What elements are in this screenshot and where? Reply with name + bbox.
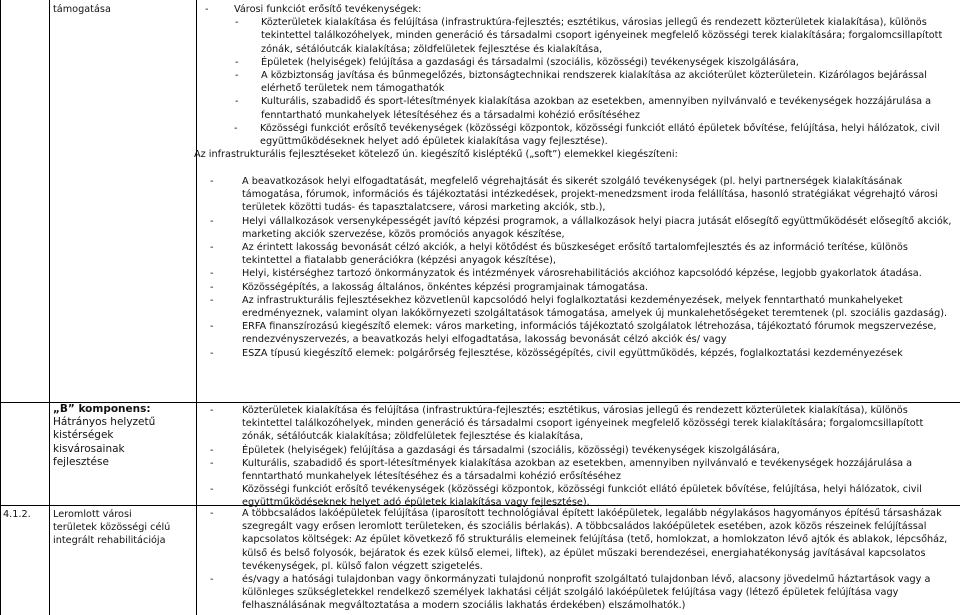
b-component-title: „B” komponens: [53,403,151,415]
left-cell-b [53,403,193,469]
list-item: - Kulturális, szabadidő és sport-létesítmények kialakítása azokban az esetekben, amennyiben nyilvánvaló e tevékenységek hozzájárulása a fenntartható munkahelyek létesítéséhez és a társadalmi kohézió erősítéséhez [210,457,913,483]
right-cell-top [194,3,958,161]
infra-note: Az infrastrukturális fejlesztéseket kötelező ún. kiegészítő kisléptékű („soft”) elemekkel kiegészíteni: [194,149,678,161]
list-item: - Épületek (helyiségek) felújítása a gazdasági és társadalmi (szociális, közösségi) tevékenységek kiszolgálására, [210,444,780,456]
b-title-line: kisvárosainak [53,442,125,455]
list-item: - Közösségépítés, a lakosság általános, önkéntes képzési programjainak támogatása. [210,281,649,293]
list-item: - ESZA típusú kiegészítő elemek: polgárőrség fejlesztése, közösségépítés, civil együttműködés, képzés, foglalkoztatási kezdeményezések [210,347,903,359]
column-divider-2 [196,0,197,615]
list-item: - és/vagy a hatósági tulajdonban vagy önkormányzati tulajdonú nonprofit szolgáltató tulajdonban lévő, alacsony jövedelmű háztartások vagy a különleges szükségletekkel rendelkező személyek lakhatási célját szolgáló lakóépületek felújítása vagy (létező épületek felújítása vagy felhasználásának megváltoztatása a modern szociális lakhatás érdekében) elszámolhatók.) [210,574,931,612]
top-left-label: támogatása [53,4,111,15]
list-item: - ERFA finanszírozású kiegészítő elemek: város marketing, információs tájékoztató szolgálatok létrehozása, tájékoztató fórumok megszervezése, rendezvényszervezés, a beavatkozás helyi elfogadtatása, lakosság bevonását célzó akciók és/ vagy [210,321,937,346]
b-component-list [210,404,956,510]
list-item: - Helyi vállalkozások versenyképességét javító képzési programok, a vállalkozások helyi piacra jutását elősegítő együttműködését elősegítő akciók, marketing akciók szervezése, közös promóciós anyagok készítése, [210,215,952,240]
list-item: - Helyi, kistérséghez tartozó önkormányzatok és intézmények városrehabilitációs akcióhoz kapcsolódó képzése, legjobb gyakorlatok átadása. [210,268,922,280]
c-title-line: Leromlott városi [53,509,132,520]
list-item: - A beavatkozások helyi elfogadtatását, megfelelő végrehajtását és sikerét szolgáló tevékenységek (pl. helyi partnerségek kialakításának támogatása, fórumok, információs és tájékoztatási intézkedések, projekt-menedzsment iroda felállítása, hasonló stratégiákat végrehajtó városi területek közötti tudás- és tapasztalatcsere, városi marketing akciók, stb.), [210,176,938,214]
b-title-line: kistérségek [53,429,114,442]
b-title-line: Hátrányos helyzetű [53,416,156,429]
list-item: - Épületek (helyiségek) felújítása a gazdasági és társadalmi (szociális, közösségi) tevékenységek kiszolgálására, [235,56,799,68]
list-item: - A közbiztonság javítása és bűnmegelőzés, biztonságtechnikai rendszerek kialakítása az akcióterület közterületein. Kizárólagos bejárással elérhető területek nem támogathatók [235,70,927,95]
list-item: - Az infrastrukturális fejlesztésekhez közvetlenül kapcsolódó helyi foglalkoztatási kezdeményezések, melyek fenntartható munkahelyeket eredményeznek, valamint olyan lakókörnyezeti szolgáltatások támogatása, amelyek új munkalehetőségeket teremtenek (pl. szociális gazdaság). [210,294,948,320]
list-item: - Városi funkciót erősítő tevékenységek: [205,4,422,15]
list-item: - Közösségi funkciót erősítő tevékenységek (közösségi központok, közösségi funkciót ellátó épületek bővítése, felújítása, helyi hálózatok, civil együttműködéseknek helyet adó épületek kialakítása vagy fejlesztése). [234,122,940,148]
section-number: 4.1.2. [3,509,31,520]
c-title-line: integrált rehabilitációja [53,535,166,547]
list-item: - Közösségi funkciót erősítő tevékenységek (közösségi központok, közösségi funkciót ellátó épületek bővítése, felújítása, helyi hálózatok, civil együttműködéseknek helyet adó épületek kialakítása vagy fejlesztése). [210,484,922,509]
list-item: - Közterületek kialakítása és felújítása (infrastruktúra-fejlesztés; esztétikus, városias jellegű és rendezett közterületek kialakítása), különös tekintettel találkozóhelyek, minden generáció és társadalmi csoport igényeinek megfelelő közösségi terek kialakítására; forgalomcsillapított zónák, sétálóutcák kialakítása; zöldfelületek fejlesztése és kialakítása, [235,17,943,55]
column-divider-1 [49,0,50,615]
c-component-list [210,507,956,613]
soft-elements-list [210,175,956,360]
left-cell-top [53,3,193,16]
list-item: - Közterületek kialakítása és felújítása (infrastruktúra-fejlesztés; esztétikus, városias jellegű és rendezett közterületek kialakítása), különös tekintettel találkozóhelyek, minden generáció és társadalmi csoport igényeinek megfelelő közösségi terek kialakítására; forgalomcsillapított zónák, sétálóutcák kialakítása; zöldfelületek fejlesztése és kialakítása, [210,405,924,443]
list-item: - A többcsaládos lakóépületek felújítása (iparosított technológiával épített lakóépületek, legalább négylakásos hagyományos építésű társasházak szegregált vagy erősen leromlott területeken, és szociális bérlakás). A többcsaládos lakóépületek esetében, azok közös részeinek felújítással kapcsolatos költségek: Az épület következő fő strukturális elemeinek felújítása (tető, homlokzat, a homlokzaton lévő ajtók és ablakok, lépcsőház, külső és belső folyosók, bejáratok és ezek külső elemei, liftek), az épület műszaki berendezései, energiahatékonyság javításával kapcsolatos tevékenységek, pl. külső falon végzett szigetelés. [210,508,948,572]
left-cell-c [53,508,193,548]
list-item: - Kulturális, szabadidő és sport-létesítmények kialakítása azokban az esetekben, amennyiben nyilvánvaló e tevékenységek hozzájárulása a fenntartható munkahelyek létesítéséhez és a társadalmi kohézió erősítéséhez [235,96,932,121]
c-title-line: területek közösségi célú [53,522,171,534]
table-border-left [0,0,1,615]
b-title-line: fejlesztése [53,455,109,468]
list-item: - Az érintett lakosság bevonását célzó akciók, a helyi kötődést és büszkeséget erősítő tartalomfejlesztés és az információ terítése, különös tekintettel a fiatalabb generációkra (képzési anyagok készítése), [210,242,908,267]
